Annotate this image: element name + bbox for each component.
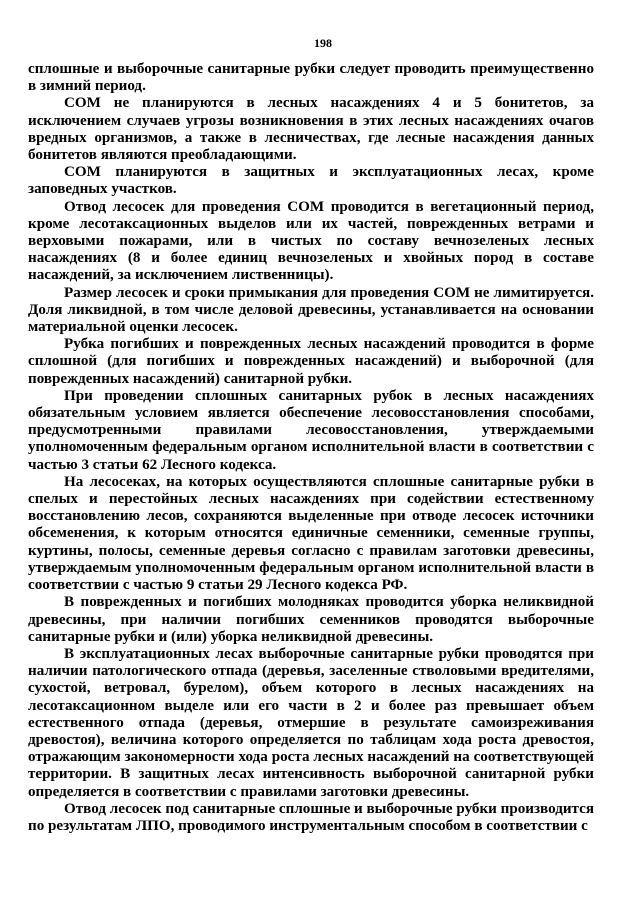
page-number: 198 (314, 36, 332, 50)
paragraph: В эксплуатационных лесах выборочные санитарные рубки проводятся при наличии патологического отпада (деревья, заселенные стволовыми вредителями, сухостой, ветровал, бурелом), объем которого в лесных насаждениях на лесотаксационном выделе или его части в 2 и более раз превышает объем естественного отпада (деревья, отмершие в результате самоизреживания древостоя), величина которого определяется по таблицам хода роста древостоя, отражающим закономерности хода роста лесных насаждений на соответствующей территории. В защитных лесах интенсивность выборочной санитарной рубки определяется в соответствии с правилами заготовки древесины. (28, 645, 594, 800)
paragraph: В поврежденных и погибших молодняках проводится уборка неликвидной древесины, при наличии погибших семенников проводятся выборочные санитарные рубки и (или) уборка неликвидной древесины. (28, 594, 594, 645)
paragraph: Рубка погибших и поврежденных лесных насаждений проводится в форме сплошной (для погибших и поврежденных насаждений) и выборочной (для поврежденных насаждений) санитарной рубки. (28, 336, 594, 387)
paragraph: СОМ не планируются в лесных насаждениях 4 и 5 бонитетов, за исключением случаев угрозы возникновения в этих лесных насаждениях очагов вредных организмов, а также в лесничествах, где лесные насаждения данных бонитетов являются преобладающими. (28, 95, 594, 164)
paragraph: сплошные и выборочные санитарные рубки следует проводить преимущественно в зимний период. (28, 61, 594, 95)
paragraph: Отвод лесосек под санитарные сплошные и выборочные рубки производится по результатам ЛПО, проводимого инструментальным способом в соответствии с (28, 800, 594, 834)
document-body (28, 61, 594, 835)
paragraph: Размер лесосек и сроки примыкания для проведения СОМ не лимитируется. Доля ликвидной, в том числе деловой древесины, устанавливается на основании материальной оценки лесосек. (28, 284, 594, 336)
paragraph: При проведении сплошных санитарных рубок в лесных насаждениях обязательным условием является обеспечение лесовосстановления способами, предусмотренными правилами лесовосстановления, утверждаемыми уполномоченным федеральным органом исполнительной власти в соответствии с частью 3 статьи 62 Лесного кодекса. (28, 387, 594, 473)
paragraph: На лесосеках, на которых осуществляются сплошные санитарные рубки в спелых и перестойных лесных насаждениях при содействии естественному восстановлению лесов, сохраняются выделенные при отводе лесосек источники обсеменения, к которым относятся единичные семенники, семенные группы, куртины, полосы, семенные деревья согласно с правилам заготовки древесины, утверждаемым уполномоченным федеральным органом исполнительной власти в соответствии с частью 9 статьи 29 Лесного кодекса РФ. (28, 473, 594, 594)
paragraph: Отвод лесосек для проведения СОМ проводится в вегетационный период, кроме лесотаксационных выделов или их частей, поврежденных ветрами и верховыми пожарами, или в чистых по составу вечнозеленых лесных насаждениях (8 и более единиц вечнозеленых и хвойных пород в составе насаждений, за исключением лиственницы). (28, 198, 594, 284)
paragraph: СОМ планируются в защитных и эксплуатационных лесах, кроме заповедных участков. (28, 164, 594, 198)
document-page (28, 36, 594, 835)
